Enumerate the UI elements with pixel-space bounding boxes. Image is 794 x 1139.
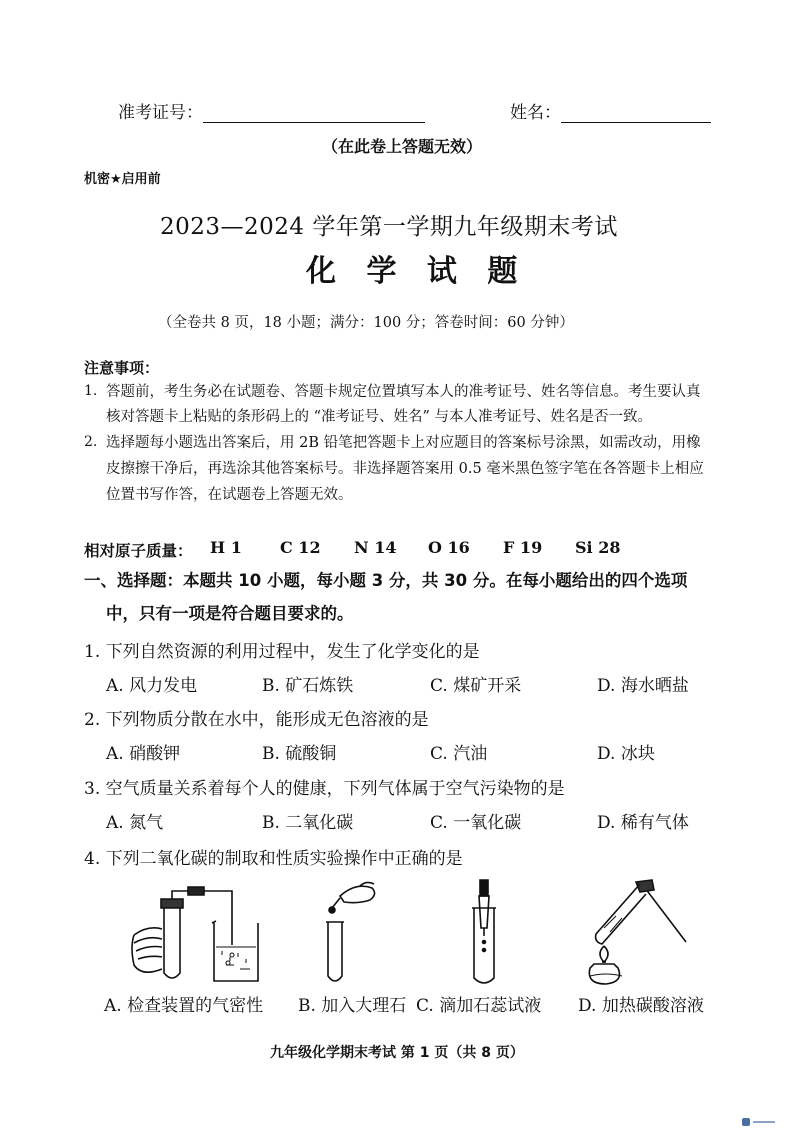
question-stem: 3. 空气质量关系着每个人的健康，下列气体属于空气污染物的是 [84, 779, 565, 799]
option-c[interactable]: C. 一氧化碳 [430, 813, 522, 833]
atomic-item: H 1 [210, 538, 242, 557]
exam-id-label: 准考证号： [118, 103, 203, 123]
section-heading-cont: 中，只有一项是符合题目要求的。 [106, 604, 354, 623]
note-line: 皮擦擦干净后，再选涂其他答案标号。非选择题答案用 0.5 毫米黑色签字笔在各答题卡上相应 [106, 461, 704, 477]
watermark-logo-icon [742, 1117, 776, 1129]
option-b[interactable]: B. 二氧化碳 [262, 813, 354, 833]
name-field[interactable] [561, 102, 711, 123]
note-line: 选择题每小题选出答案后，用 2B 铅笔把答题卡上对应题目的答案标号涂黑，如需改动，用橡 [106, 435, 701, 451]
subject-title: 化 学 试 题 [306, 254, 528, 289]
dropper-figure [466, 878, 502, 986]
option-d[interactable]: D. 稀有气体 [597, 813, 689, 833]
name-label: 姓名： [510, 103, 561, 123]
note-number: 2. [84, 434, 98, 450]
atomic-item: O 16 [428, 538, 470, 557]
exam-id-row [118, 98, 425, 123]
exam-id-field[interactable] [203, 102, 425, 123]
page-footer: 九年级化学期末考试 第 1 页（共 8 页） [270, 1045, 524, 1061]
secret-mark: 机密★启用前 [84, 172, 161, 187]
question-stem: 1. 下列自然资源的利用过程中，发生了化学变化的是 [84, 642, 480, 662]
airtightness-check-figure [128, 885, 276, 987]
atomic-item: C 12 [280, 538, 321, 557]
name-row [510, 98, 711, 123]
question-stem: 4. 下列二氧化碳的制取和性质实验操作中正确的是 [84, 849, 463, 869]
option-d[interactable]: D. 加热碳酸溶液 [578, 996, 704, 1016]
atomic-item: Si 28 [575, 538, 621, 557]
heating-tube-figure [582, 872, 702, 986]
note-line: 位置书写作答，在试题卷上答题无效。 [106, 487, 353, 503]
option-b[interactable]: B. 硫酸铜 [262, 744, 337, 764]
option-d[interactable]: D. 海水晒盐 [597, 676, 689, 696]
option-c[interactable]: C. 煤矿开采 [430, 676, 522, 696]
adding-marble-figure [318, 878, 382, 986]
exam-info: （全卷共 8 页，18 小题；满分：100 分；答卷时间：60 分钟） [158, 315, 574, 331]
note-number: 1. [84, 383, 98, 399]
note-line: 答题前，考生务必在试题卷、答题卡规定位置填写本人的准考证号、姓名等信息。考生要认真 [106, 384, 701, 400]
notes-heading: 注意事项： [84, 359, 160, 377]
option-a[interactable]: A. 风力发电 [106, 676, 198, 696]
option-a[interactable]: A. 氮气 [106, 813, 164, 833]
note-line: 核对答题卡上粘贴的条形码上的 “准考证号、姓名” 与本人准考证号、姓名是否一致。 [106, 409, 653, 425]
atomic-label: 相对原子质量： [84, 542, 193, 560]
invalid-note: （在此卷上答题无效） [322, 137, 483, 156]
atomic-item: N 14 [354, 538, 397, 557]
option-c[interactable]: C. 滴加石蕊试液 [416, 996, 542, 1016]
option-d[interactable]: D. 冰块 [597, 744, 655, 764]
section-heading: 一、选择题：本题共 10 小题，每小题 3 分，共 30 分。在每小题给出的四个选项 [84, 571, 688, 590]
option-b[interactable]: B. 加入大理石 [298, 996, 407, 1016]
option-a[interactable]: A. 硝酸钾 [106, 744, 181, 764]
option-a[interactable]: A. 检查装置的气密性 [104, 996, 264, 1016]
option-c[interactable]: C. 汽油 [430, 744, 488, 764]
atomic-item: F 19 [503, 538, 543, 557]
exam-title: 2023—2024 学年第一学期九年级期末考试 [160, 214, 618, 240]
question-stem: 2. 下列物质分散在水中，能形成无色溶液的是 [84, 710, 429, 730]
option-b[interactable]: B. 矿石炼铁 [262, 676, 354, 696]
